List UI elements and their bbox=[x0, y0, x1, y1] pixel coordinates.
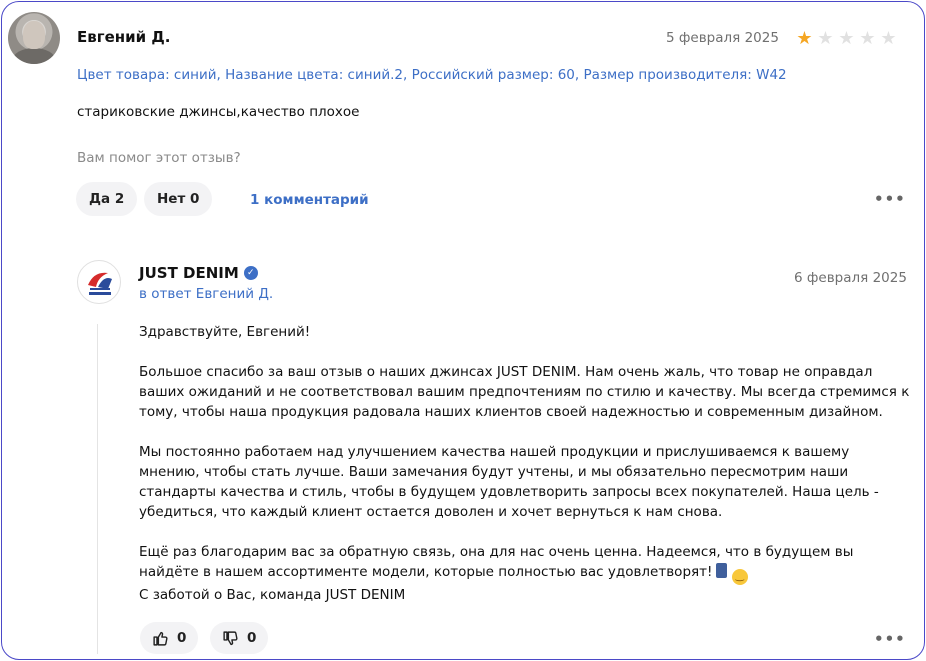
reply-signature: С заботой о Вас, команда JUST DENIM bbox=[139, 587, 406, 603]
helpful-no-button[interactable]: Нет 0 bbox=[144, 182, 212, 216]
reply-to-link[interactable]: в ответ Евгений Д. bbox=[139, 286, 274, 302]
star-icon: ★ bbox=[880, 28, 897, 49]
thumbs-down-icon bbox=[222, 630, 239, 647]
author-name[interactable]: Евгений Д. bbox=[77, 28, 171, 46]
star-icon: ★ bbox=[817, 28, 834, 49]
product-attributes[interactable]: Цвет товара: синий, Название цвета: синий.2, Российский размер: 60, Размер производителя: W42 bbox=[77, 67, 787, 83]
reply-thread-line bbox=[97, 324, 98, 654]
smile-emoji-icon: ‿ bbox=[732, 569, 748, 585]
like-button[interactable] bbox=[140, 622, 198, 654]
like-count: 0 bbox=[177, 630, 187, 646]
reply-date: 6 февраля 2025 bbox=[794, 270, 907, 286]
seller-name-text: JUST DENIM bbox=[139, 264, 239, 282]
reply-more-options-icon[interactable]: ••• bbox=[874, 630, 906, 648]
reply-paragraph: Большое спасибо за ваш отзыв о наших джинсах JUST DENIM. Нам очень жаль, что товар не оправдал ваших ожиданий и не соответствовал вашим предпочтениям по стилю и качеству. Мы всегда стремимся к тому, чтобы наша продукция радовала наших клиентов своей надежностью и современным дизайном. bbox=[139, 364, 910, 420]
rating-stars bbox=[795, 29, 898, 48]
star-icon: ★ bbox=[859, 28, 876, 49]
reply-body bbox=[139, 322, 914, 605]
star-icon: ★ bbox=[796, 28, 813, 49]
review-text: стариковские джинсы,качество плохое bbox=[77, 104, 360, 120]
seller-name[interactable] bbox=[139, 264, 258, 282]
review-date: 5 февраля 2025 bbox=[666, 30, 779, 46]
reply-paragraph: Мы постоянно работаем над улучшением качества нашей продукции и прислушиваемся к вашему мнению, чтобы стать лучше. Ваши замечания будут учтены, и мы обязательно пересмотрим наши стандарты качества и стиль, чтобы в будущем удовлетворить запросы всех покупателей. Наша цель - убедиться, что каждый клиент остается доволен и хочет вернуться к нам снова. bbox=[139, 444, 879, 520]
star-icon: ★ bbox=[838, 28, 855, 49]
reply-greeting: Здравствуйте, Евгений! bbox=[139, 324, 311, 340]
reply-closing bbox=[139, 542, 914, 585]
helpful-question: Вам помог этот отзыв? bbox=[77, 150, 241, 166]
review-card bbox=[1, 1, 925, 660]
more-options-icon[interactable]: ••• bbox=[874, 190, 906, 208]
helpful-yes-button[interactable]: Да 2 bbox=[76, 182, 137, 216]
thumbs-up-icon bbox=[152, 630, 169, 647]
author-avatar[interactable] bbox=[8, 12, 60, 64]
reply-paragraph: Ещё раз благодарим вас за обратную связь, она для нас очень ценна. Надеемся, что в будущем вы найдёте в нашем ассортименте модели, которые полностью вас удовлетворят! bbox=[139, 544, 854, 580]
dislike-button[interactable] bbox=[210, 622, 268, 654]
seller-logo bbox=[77, 260, 121, 304]
verified-icon: ✓ bbox=[244, 266, 258, 280]
jeans-emoji-icon bbox=[716, 563, 727, 578]
dislike-count: 0 bbox=[247, 630, 257, 646]
comments-link[interactable]: 1 комментарий bbox=[250, 192, 369, 208]
